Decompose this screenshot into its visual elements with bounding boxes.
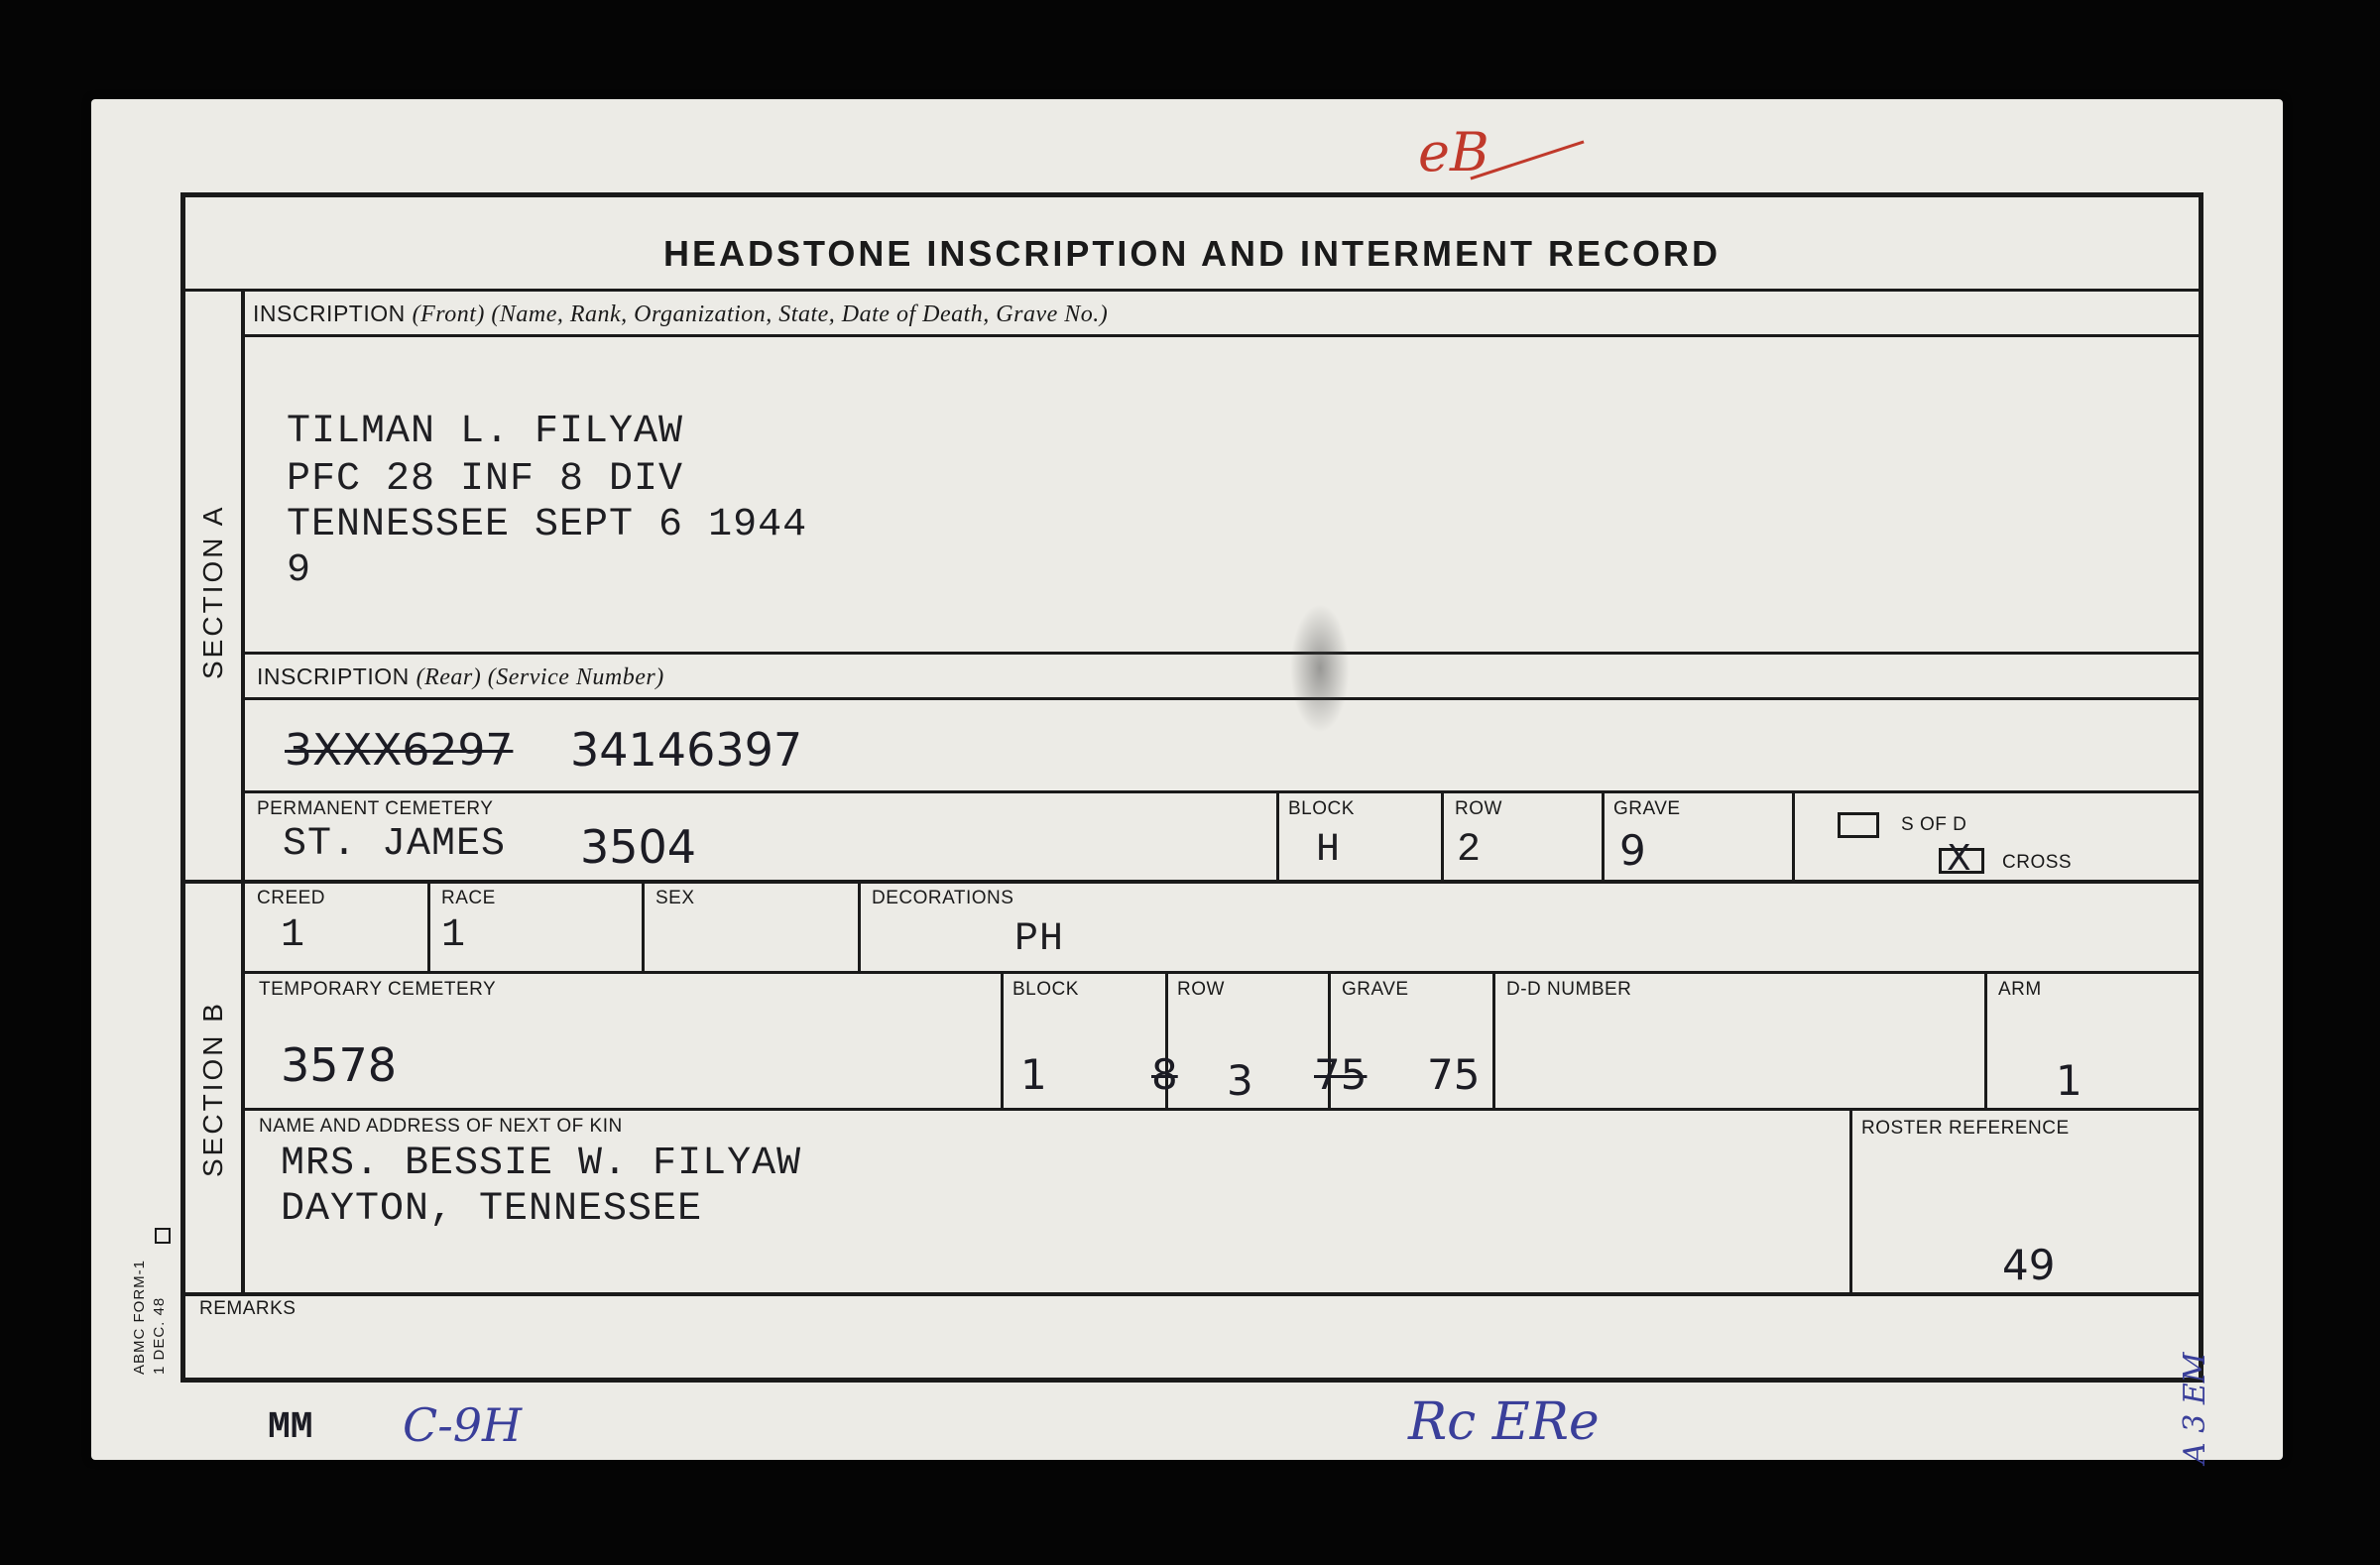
bottom-code: C-9H — [403, 1398, 523, 1452]
section-b-label: SECTION B — [197, 1001, 228, 1177]
form-title: HEADSTONE INSCRIPTION AND INTERMENT RECORD — [662, 233, 1722, 274]
roster-reference-value: 49 — [2002, 1241, 2056, 1289]
permanent-cemetery-label: PERMANENT CEMETERY — [257, 798, 494, 819]
bottom-stamp: MM — [268, 1406, 313, 1449]
decorations-label: DECORATIONS — [872, 888, 1014, 908]
permanent-cemetery-code: 3504 — [580, 820, 697, 874]
crossed-service-number: 3XXX6297 — [285, 725, 514, 776]
next-of-kin-line-2: DAYTON, TENNESSEE — [281, 1187, 703, 1232]
roster-reference-label: ROSTER REFERENCE — [1861, 1118, 2070, 1139]
temp-block-label: BLOCK — [1012, 979, 1079, 1000]
corner-note: A 3 EM — [2178, 1352, 2212, 1464]
inscription-front-label: INSCRIPTION (Front) (Name, Rank, Organization, State, Date of Death, Grave No.) — [253, 301, 1109, 327]
grave-label: GRAVE — [1613, 798, 1681, 819]
temp-grave-value: 75 — [1427, 1050, 1481, 1099]
s-of-d-label: S OF D — [1901, 814, 1967, 835]
form-grid — [180, 192, 2203, 1383]
temporary-cemetery-label: TEMPORARY CEMETERY — [259, 979, 497, 1000]
arm-label: ARM — [1998, 979, 2042, 1000]
top-initials: eB — [1418, 121, 1489, 183]
temp-row-crossed: 8 — [1151, 1050, 1178, 1099]
sex-label: SEX — [655, 888, 695, 908]
race-label: RACE — [441, 888, 496, 908]
row-label: ROW — [1455, 798, 1502, 819]
form-id-checkbox — [155, 1228, 171, 1244]
creed-label: CREED — [257, 888, 326, 908]
decorations-value: PH — [1014, 917, 1065, 962]
ink-smudge — [1290, 604, 1350, 733]
block-value: H — [1316, 828, 1342, 873]
row-value: 2 — [1457, 828, 1483, 873]
remarks-label: REMARKS — [199, 1298, 297, 1319]
temporary-cemetery-value: 3578 — [281, 1038, 398, 1092]
cross-label: CROSS — [2002, 852, 2073, 873]
form-date: 1 DEC. 48 — [151, 1296, 168, 1375]
inscription-line-3: TENNESSEE SEPT 6 1944 — [287, 503, 808, 547]
inscription-line-2: PFC 28 INF 8 DIV — [287, 457, 684, 502]
temp-grave-crossed: 75 — [1314, 1050, 1368, 1099]
bottom-initials: Rc ERe — [1408, 1392, 1600, 1452]
inscription-rear-label: INSCRIPTION (Rear) (Service Number) — [257, 663, 664, 690]
permanent-cemetery-value: ST. JAMES — [283, 822, 507, 867]
race-value: 1 — [441, 913, 467, 958]
dd-number-label: D-D NUMBER — [1506, 979, 1632, 1000]
service-number: 34146397 — [570, 723, 803, 777]
temp-grave-label: GRAVE — [1342, 979, 1409, 1000]
temp-block-value: 1 — [1020, 1050, 1047, 1099]
grave-value: 9 — [1619, 826, 1646, 875]
form-id: ABMC FORM-1 — [131, 1260, 148, 1375]
next-of-kin-line-1: MRS. BESSIE W. FILYAW — [281, 1142, 802, 1186]
cross-check-mark: X — [1947, 838, 1971, 879]
s-of-d-checkbox[interactable] — [1838, 812, 1879, 838]
block-label: BLOCK — [1288, 798, 1355, 819]
next-of-kin-label: NAME AND ADDRESS OF NEXT OF KIN — [259, 1116, 623, 1137]
temp-row-value: 3 — [1227, 1056, 1253, 1105]
section-a-label: SECTION A — [197, 504, 228, 679]
temp-row-label: ROW — [1177, 979, 1225, 1000]
inscription-line-1: TILMAN L. FILYAW — [287, 410, 684, 454]
arm-value: 1 — [2056, 1056, 2082, 1105]
inscription-line-4: 9 — [287, 548, 312, 593]
creed-value: 1 — [281, 913, 306, 958]
